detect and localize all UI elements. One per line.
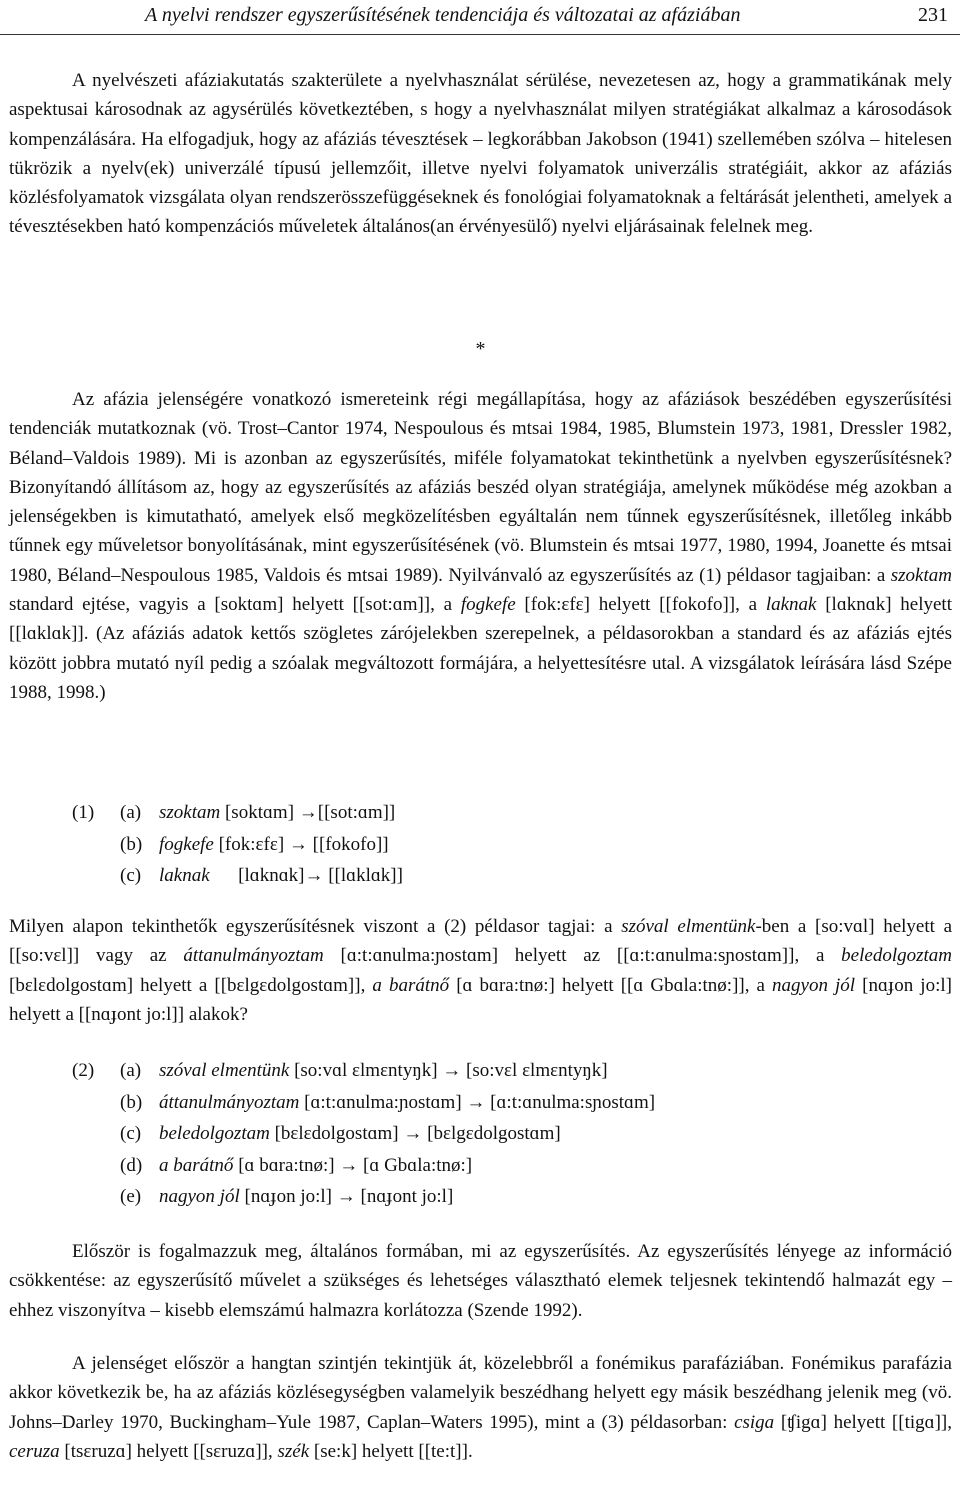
example-label: (e) — [120, 1186, 142, 1207]
example-word: nagyon jól — [772, 974, 856, 996]
example-transcription: [bɛlɛdolgostɑm] → [bɛlgɛdolgostɑm] — [269, 1123, 561, 1144]
paragraph-3-text: -ben a [so:vɑl] helyett a [[so:vɛl]] vagy az — [9, 916, 953, 967]
example-label: (b) — [120, 833, 143, 855]
paragraph-5-text: [tsɛruzɑ] helyett [[sɛruzɑ]], — [59, 1440, 278, 1462]
example-word — [159, 1118, 561, 1149]
example-word-text: nagyon jól — [159, 1186, 240, 1207]
example-word: szóval elmentünk — [621, 916, 756, 937]
example-transcription: [lɑknɑk]→ [[lɑklɑk]] — [209, 865, 403, 886]
example-label: (d) — [120, 1154, 143, 1176]
paragraph-3-text: Milyen alapon tekinthetők egyszerűsítésnek viszont a (2) példasor tagjai: a — [9, 916, 622, 937]
example-word-text: fogkefe — [159, 833, 214, 855]
example-word: ceruza — [9, 1440, 60, 1462]
example-label: (a) — [120, 802, 142, 823]
example-word: szoktam — [890, 564, 952, 586]
example-word — [159, 1150, 472, 1181]
example-label: (b) — [120, 1091, 143, 1113]
section-separator: * — [475, 338, 486, 360]
paragraph-1: A nyelvészeti afáziakutatás szakterülete a nyelvhasználat sérülése, nevezetesen az, hogy a grammatikának mely aspektusai károsodnak az agysérülés következtében, s hogy a nyelvhasználat milyen stratégiákat alkalmaz a károsodások kompenzálására. Ha elfogadjuk, hogy az afáziás tévesztések – legkorábban Jakobson (1941) szellemében szólva – hitelesen tükrözik a nyelv(ek) univerzálé típusú jellemzőit, illetve nyelvi folyamatok univerzális stratégiáit, akkor az afáziás közlésfolyamatok vizsgálata olyan rendszerösszefüggéseknek és fonológiai folyamatoknak a feltárását jelentheti, amelyek a tévesztésekben ható kompenzációs műveletek általános(an érvényesülő) nyelvi eljárásainak felelnek meg. — [9, 70, 952, 238]
paragraph-3-text: [nɑɟon jo:l] helyett a [[nɑɟont jo:l]] alakok? — [9, 974, 952, 1025]
paragraph-2-text: [lɑknɑk] helyett [[lɑklɑk]]. (Az afáziás adatok kettős szögletes zárójelekben szerepelnek, a példasorokban a standard és az afáziás ejtés között jobbra mutató nyíl pedig a szóalak megváltozott formájára, a helyettesítésre utal. A vizsgálatok leírására lásd Szépe 1988, 1998.) — [9, 594, 952, 703]
example-word — [159, 829, 389, 860]
example-word — [159, 1055, 608, 1086]
example-transcription: [so:vɑl ɛlmɛntyŋk] → [so:vɛl ɛlmɛntyŋk] — [289, 1060, 608, 1081]
example-transcription: [ɑ:t:ɑnulma:ɲostɑm] → [ɑ:t:ɑnulma:sɲostɑm] — [299, 1091, 656, 1113]
running-title: A nyelvi rendszer egyszerűsítésének tendenciája és változatai az afáziában — [145, 4, 741, 26]
paragraph-2 — [9, 385, 952, 707]
paragraph-5-text: [ʧigɑ] helyett [[tigɑ]], — [774, 1411, 952, 1433]
page-header — [0, 0, 960, 35]
paragraph-3-text: [ɑ bɑra:tnø:] helyett [[ɑ Gbɑla:tnø:]], a — [449, 974, 773, 996]
example-word-text: szóval elmentünk — [159, 1060, 290, 1081]
example-word-text: beledolgoztam — [159, 1123, 270, 1144]
example-word-text: laknak — [159, 865, 210, 886]
example-transcription: [nɑɟon jo:l] → [nɑɟont jo:l] — [239, 1186, 454, 1207]
example-label: (a) — [120, 1060, 142, 1081]
paragraph-2-text: [fok:ɛfɛ] helyett [[fokofo]], a — [515, 594, 766, 616]
paragraph-3-text: [ɑ:t:ɑnulma:ɲostɑm] helyett az [[ɑ:t:ɑnulma:sɲostɑm]], a — [323, 945, 842, 967]
example-transcription: [soktɑm] →[[sot:ɑm]] — [220, 802, 396, 823]
paragraph-5 — [9, 1349, 952, 1466]
page-number: 231 — [918, 4, 948, 26]
example-word — [159, 1181, 453, 1212]
example-word: szék — [277, 1440, 310, 1462]
example-transcription: [fok:ɛfɛ] → [[fokofo]] — [213, 833, 389, 855]
example-word: laknak — [765, 594, 817, 616]
paragraph-5-text: A jelenséget először a hangtan szintjén tekintjük át, közelebbről a fonémikus parafáziában. Fonémikus parafázia akkor következik be, ha az afáziás közlésegységben valamelyik beszédhang helyett egy másik beszédhang jelenik meg (vö. Johns–Darley 1970, Buckingham–Yule 1987, Caplan–Waters 1995), mint a (3) példasorban: — [9, 1353, 952, 1433]
paragraph-3 — [9, 912, 952, 1029]
example-word: a barátnő — [372, 974, 450, 996]
example-word: csiga — [734, 1411, 775, 1433]
paragraph-5-text: [se:k] helyett [[te:t]]. — [309, 1440, 473, 1462]
example-word — [159, 797, 395, 828]
example-label: (c) — [120, 1123, 142, 1144]
paragraph-3-text: [bɛlɛdolgostɑm] helyett a [[bɛlgɛdolgostɑm]], — [9, 974, 373, 996]
example-transcription: [ɑ bɑra:tnø:] → [ɑ Gbɑla:tnø:] — [233, 1154, 473, 1176]
example-word — [159, 860, 403, 891]
paragraph-2-text: Az afázia jelenségére vonatkozó ismereteink régi megállapítása, hogy az afáziások beszédében egyszerűsítési tendenciák mutatkoznak (vö. Trost–Cantor 1974, Nespoulous és mtsai 1984, 1985, Blumstein 1973, 1981, Dressler 1982, Béland–Valdois 1989). Mi is azonban az egyszerűsítés, miféle folyamatokat tekinthetünk a nyelvben egyszerűsítésnek? Bizonyítandó állításom az, hogy az egyszerűsítés az afáziás beszéd olyan stratégiája, amelynek működése még azokban a jelenségekben is kimutatható, amelyek első megközelítésben egyáltalán nem tűnnek egyszerűsítésnek, illetőleg inkább tűnnek egy műveletsor bonyolításának, mint egyszerűsítésének (vö. Blumstein és mtsai 1977, 1980, 1994, Joanette és mtsai 1980, Béland–Nespoulous 1985, Valdois és mtsai 1989). Nyilvánvaló az egyszerűsítés az (1) példasor tagjaiban: a — [9, 389, 952, 586]
example-word-text: a barátnő — [159, 1154, 234, 1176]
example-word-text: szoktam — [159, 802, 221, 823]
example-word-text: áttanulmányoztam — [159, 1091, 300, 1113]
paragraph-4: Először is fogalmazzuk meg, általános formában, mi az egyszerűsítés. Az egyszerűsítés lényege az információ csökkentése: az egyszerűsítő művelet a szükséges és lehetséges választható elemek teljesnek tekintendő halmazát egy – ehhez viszonyítva – kisebb elemszámú halmazra korlátozza (Szende 1992). — [9, 1241, 952, 1321]
example-word: beledolgoztam — [841, 945, 952, 967]
example-word: áttanulmányoztam — [183, 945, 324, 967]
example-label: (c) — [120, 865, 142, 886]
example-word — [159, 1087, 655, 1118]
example-number: (1) — [72, 802, 95, 823]
paragraph-2-text: standard ejtése, vagyis a [soktɑm] helyett [[sot:ɑm]], a — [9, 594, 461, 616]
example-word: fogkefe — [460, 594, 516, 616]
example-number: (2) — [72, 1060, 95, 1081]
